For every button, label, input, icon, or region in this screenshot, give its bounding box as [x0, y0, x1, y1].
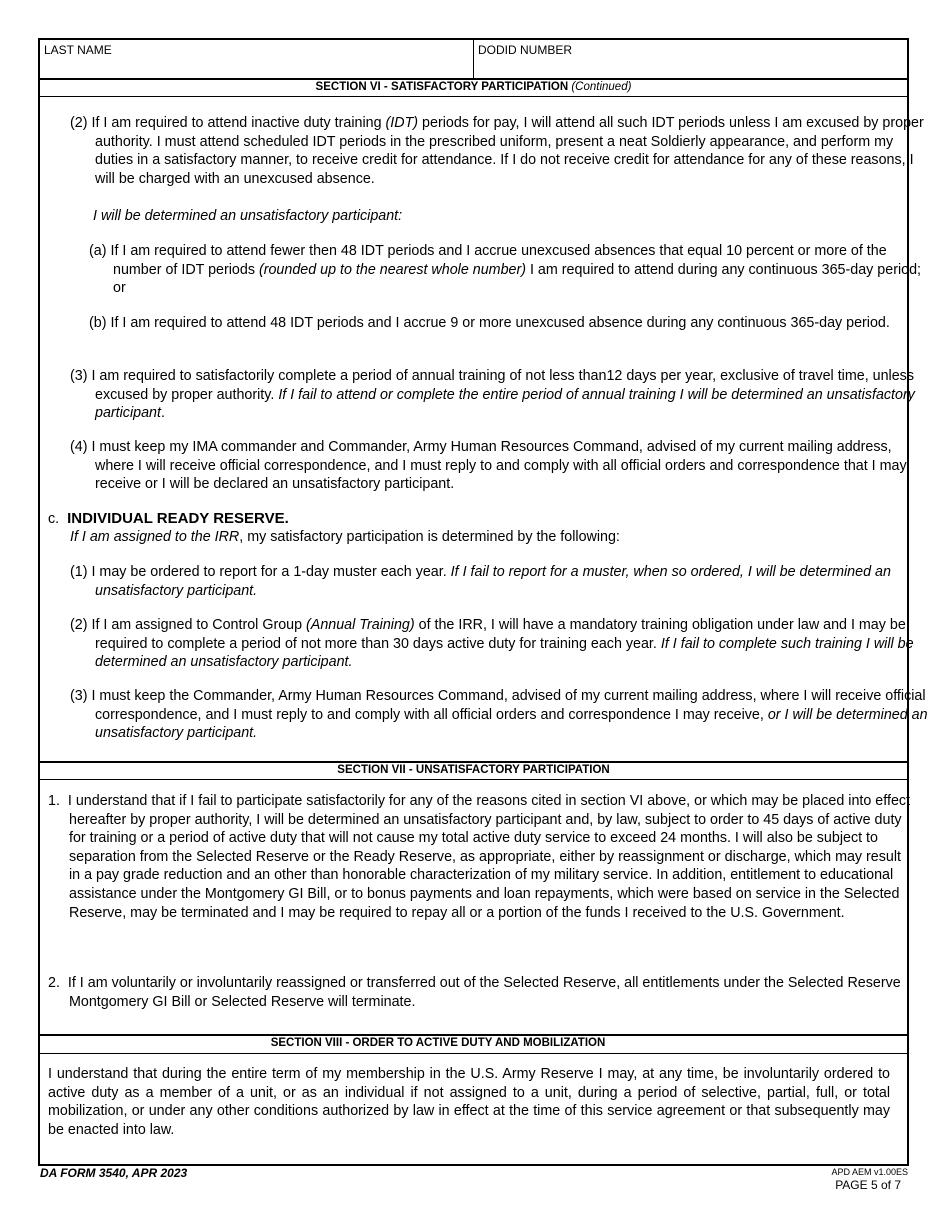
divider	[40, 779, 907, 780]
last-name-field[interactable]	[40, 40, 474, 78]
dodid-field[interactable]	[474, 40, 907, 78]
section-8-title: SECTION VIII - ORDER TO ACTIVE DUTY AND MOBILIZATION	[270, 1037, 606, 1049]
s7-item-2: 2. If I am voluntarily or involuntarily reassigned or transferred out of the Selected Reserve, all entitlements under the Selected Reserve Montgomery GI Bill or Selected Reserve will terminate.	[48, 975, 901, 1010]
s6-unsat-line: I will be determined an unsatisfactory participant:	[93, 208, 403, 224]
last-name-label: LAST NAME	[44, 43, 112, 57]
divider	[40, 1053, 907, 1054]
s6-para-c2: (2) If I am assigned to Control Group (Annual Training) of the IRR, I will have a mandatory training obligation under law and I may be required to complete a period of not more than 30 days active duty for training each year. If I fail to complete such training I will be determined an unsatisfactory participant.	[70, 617, 914, 671]
dodid-label: DODID NUMBER	[478, 43, 573, 57]
s6-para-c: c. INDIVIDUAL READY RESERVE.	[48, 510, 289, 527]
form-page	[38, 38, 928, 1166]
s6-para-2: (2) If I am required to attend inactive duty training (IDT) periods for pay, I will attend all such IDT periods unless I am excused by proper authority. I must attend scheduled IDT periods in the prescribed uniform, present a neat Soldierly appearance, and perform my duties in a satisfactory manner, to receive credit for attendance. If I do not receive credit for attendance for any of these reasons, I will be charged with an unexcused absence.	[70, 115, 924, 187]
form-id: DA FORM 3540, APR 2023	[40, 1166, 188, 1180]
divider	[40, 96, 907, 97]
section-7-title: SECTION VII - UNSATISFACTORY PARTICIPATION	[337, 764, 610, 776]
s6-para-c-intro: If I am assigned to the IRR, my satisfactory participation is determined by the following:	[70, 529, 620, 545]
s6-para-3: (3) I am required to satisfactorily complete a period of annual training of not less than12 days per year, exclusive of travel time, unless excused by proper authority. If I fail to attend or complete the entire period of annual training I will be determined an unsatisfactory participant.	[70, 368, 915, 422]
version-label: APD AEM v1.00ES	[831, 1167, 908, 1177]
s6-para-c1: (1) I may be ordered to report for a 1-day muster each year. If I fail to report for a muster, when so ordered, I will be determined an unsatisfactory participant.	[70, 564, 891, 599]
header-row	[40, 40, 907, 80]
s6-para-4: (4) I must keep my IMA commander and Commander, Army Human Resources Command, advised of my current mailing address, where I will receive official correspondence, and I must reply to and comply with all official orders and correspondence that I may receive or I will be declared an unsatisfactory participant.	[70, 439, 907, 493]
s6-para-a: (a) If I am required to attend fewer then 48 IDT periods and I accrue unexcused absences that equal 10 percent or more of the number of IDT periods (rounded up to the nearest whole number) I am required to attend during any continuous 365-day period; or	[89, 243, 922, 297]
s8-text: I understand that during the entire term of my membership in the U.S. Army Reserve I may, at any time, be involuntarily ordered to active duty as a member of a unit, or as an individual if not assigned to a unit, during a period of selective, partial, full, or total mobilization, or under any other conditions authorized by law in effect at the time of this service agreement or that subsequently may be enacted into law.	[48, 1066, 890, 1138]
s7-item-1: 1. I understand that if I fail to participate satisfactorily for any of the reasons cited in section VI above, or which may be placed into effect hereafter by proper authority, I will be determined an unsatisfactory participant and, by law, subject to order to 45 days of active duty for training or a period of active duty that will not cause my total active duty service to exceed 24 months. I will also be subject to separation from the Selected Reserve or the Ready Reserve, as appropriate, either by reassignment or discharge, which may result in a pay grade reduction and an other than honorable characterization of my military service. In addition, entitlement to educational assistance under the Montgomery GI Bill, or to bonus payments and loan repayments, which were based on service in the Selected Reserve, may be terminated and I may be required to repay all or a portion of the funds I received to the U.S. Government.	[48, 793, 911, 921]
section-6-title: SECTION VI - SATISFACTORY PARTICIPATION (Continued)	[315, 81, 632, 93]
s6-para-b: (b) If I am required to attend 48 IDT periods and I accrue 9 or more unexcused absence during any continuous 365-day period.	[89, 315, 890, 331]
s6-para-c3: (3) I must keep the Commander, Army Human Resources Command, advised of my current mailing address, where I will receive official correspondence, and I must reply to and comply with all official orders and correspondence I may receive, or I will be determined an unsatisfactory participant.	[70, 688, 928, 742]
page-number: PAGE 5 of 7	[835, 1178, 901, 1192]
